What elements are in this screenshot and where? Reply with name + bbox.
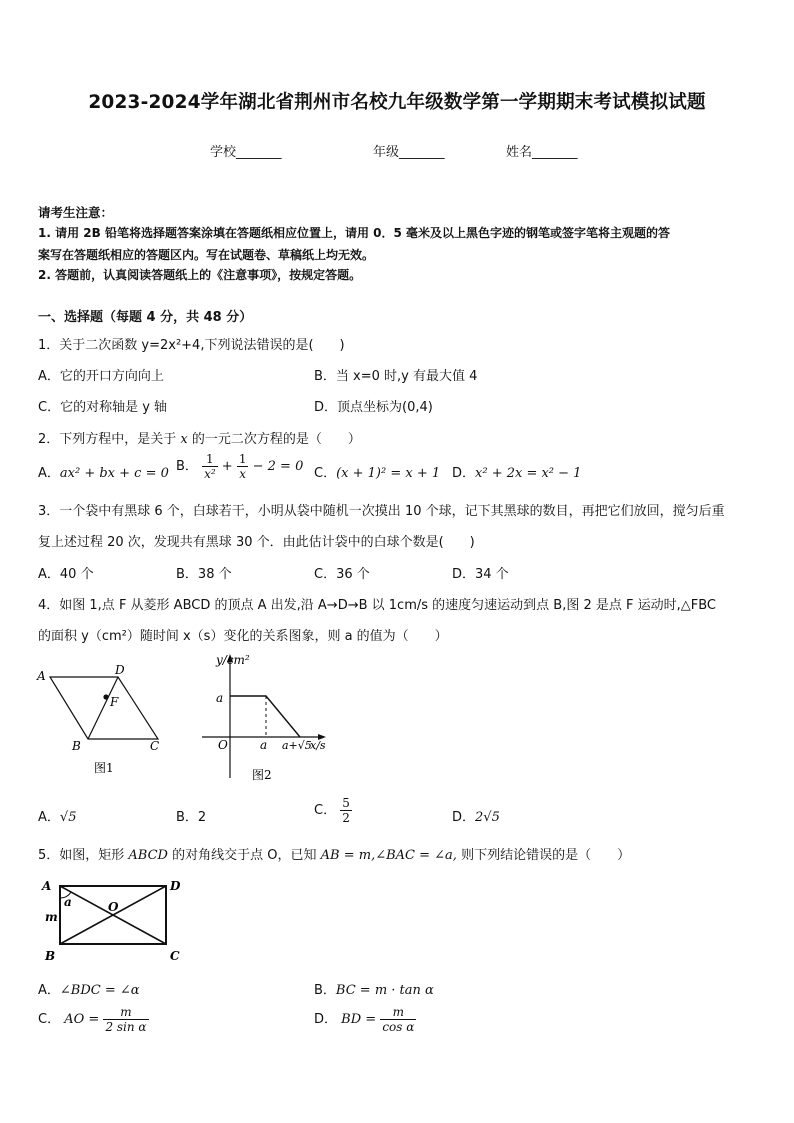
q2-b-frac1: $\frac{1}{\text{x²}}$ <box>204 452 216 481</box>
q5-c-frac: $\frac{m}{\text{2 sin α}}$ <box>105 1005 147 1034</box>
q2-option-b <box>176 452 303 481</box>
notice-item1-line2: 案写在答题纸相应的答题区内。写在试题卷、草稿纸上均无效。 <box>38 248 375 262</box>
q2-a-label: A． <box>38 466 60 481</box>
fig1-label-f: F <box>110 695 119 709</box>
q5-fig-label-d: D <box>170 879 181 893</box>
q3-stem-line2: 复上述过程 20 次，发现共有黑球 30 个．由此估计袋中的白球个数是( ) <box>38 535 475 550</box>
q5-stem <box>38 844 630 863</box>
fig2-x-a-plus-root5: a+√5 <box>282 739 312 752</box>
q5-stem-cond: AB = m,∠BAC = ∠a, <box>320 848 457 863</box>
grade-field: 年级_______ <box>373 145 445 160</box>
fig2-x-a: a <box>260 738 268 752</box>
q2-c-expr: (x + 1)² = x + 1 <box>336 466 441 481</box>
q4-option-b: B．2 <box>176 810 207 825</box>
fig2-caption: 图2 <box>252 768 272 782</box>
q4-option-d <box>452 806 500 825</box>
q2-c-label: C． <box>314 466 337 481</box>
fig1-caption: 图1 <box>94 761 114 775</box>
q4-option-c <box>314 796 352 825</box>
q1-option-d: D．顶点坐标为(0,4) <box>314 400 433 415</box>
q5-c-label: C． <box>38 1012 61 1027</box>
q1-option-a: A．它的开口方向向上 <box>38 369 164 384</box>
q5-option-a <box>38 979 140 998</box>
q2-d-expr: x² + 2x = x² − 1 <box>475 466 582 481</box>
page-title: 2023-2024学年湖北省荆州市名校九年级数学第一学期期末考试模拟试题 <box>88 92 706 113</box>
fig2-label-a: a <box>216 691 224 705</box>
q2-option-a <box>38 462 169 481</box>
fig1-label-d: D <box>115 663 125 677</box>
q5-fig-label-o: O <box>108 900 119 914</box>
q5-stem-b: 的对角线交于点 O，已知 <box>172 848 317 863</box>
q4-stem-line2: 的面积 y（cm²）随时间 x（s）变化的关系图象，则 a 的值为（ ） <box>38 629 448 644</box>
q3-option-c: C．36 个 <box>314 567 370 582</box>
q2-stem-var: x <box>180 432 188 447</box>
q4-c-label: C． <box>314 803 337 818</box>
fig2-xaxis-label: x/s <box>310 739 326 752</box>
q1-option-b: B．当 x=0 时,y 有最大值 4 <box>314 369 478 384</box>
q5-b-label: B． <box>314 983 336 998</box>
section-heading: 一、选择题（每题 4 分，共 48 分） <box>38 310 253 325</box>
q1-option-c: C．它的对称轴是 y 轴 <box>38 400 168 415</box>
notice-item2: 2. 答题前，认真阅读答题纸上的《注意事项》，按规定答题。 <box>38 268 362 282</box>
fig1-label-a: A <box>37 669 46 683</box>
q5-d-frac: $\frac{m}{\text{cos α}}$ <box>382 1005 415 1034</box>
q5-d-label: D． <box>314 1012 338 1027</box>
q3-option-b: B．38 个 <box>176 567 232 582</box>
fig1-label-c: C <box>150 739 160 753</box>
q5-fig-label-c: C <box>170 949 180 963</box>
q2-d-label: D． <box>452 466 476 481</box>
notice-item1-line1: 1. 请用 2B 铅笔将选择题答案涂填在答题纸相应位置上，请用 0．5 毫米及以上黑色字迹的钢笔或签字笔将主观题的答 <box>38 226 670 240</box>
q2-stem-a: 2．下列方程中，是关于 <box>38 432 177 447</box>
q5-stem-c: 则下列结论错误的是（ ） <box>461 848 631 863</box>
q3-option-d: D．34 个 <box>452 567 509 582</box>
fig1-label-b: B <box>72 739 81 753</box>
q2-option-c <box>314 462 440 481</box>
q3-option-a: A．40 个 <box>38 567 94 582</box>
q5-fig-label-m: m <box>45 910 58 924</box>
q5-fig-label-alpha: a <box>64 895 72 909</box>
q4-d-label: D． <box>452 810 476 825</box>
q5-a-expr: ∠BDC = ∠α <box>59 983 140 998</box>
school-field: 学校_______ <box>210 145 282 160</box>
q5-d-lhs: BD = <box>341 1012 377 1027</box>
q4-c-frac: $\frac{5}{2}$ <box>342 796 350 825</box>
q2-option-d <box>452 462 581 481</box>
fig2-yaxis-label: y/cm² <box>216 653 250 667</box>
q5-stem-rect: ABCD <box>128 848 168 863</box>
q4-a-value: √5 <box>59 810 77 825</box>
q2-b-plus: + <box>221 459 233 474</box>
q5-stem-a: 5．如图，矩形 <box>38 848 125 863</box>
q5-c-lhs: AO = <box>64 1012 100 1027</box>
q3-stem-line1: 3．一个袋中有黑球 6 个，白球若干，小明从袋中随机一次摸出 10 个球，记下其黑球的数目，再把它们放回，搅匀后重 <box>38 504 725 519</box>
fig2-origin: O <box>218 738 228 752</box>
q4-stem-line1: 4．如图 1,点 F 从菱形 ABCD 的顶点 A 出发,沿 A→D→B 以 1cm/s 的速度匀速运动到点 B,图 2 是点 F 运动时,△FBC <box>38 598 716 613</box>
q4-figure2-graph <box>196 650 336 785</box>
q5-fig-label-a: A <box>42 879 52 893</box>
q5-b-expr: BC = m · tan α <box>335 983 434 998</box>
q2-b-frac2: $\frac{1}{x}$ <box>238 452 247 481</box>
q2-stem <box>38 428 361 447</box>
q4-figure1-rhombus <box>30 660 170 780</box>
q1-stem: 1．关于二次函数 y=2x²+4,下列说法错误的是( ) <box>38 338 345 353</box>
q5-option-b <box>314 979 434 998</box>
q2-b-rest: − 2 = 0 <box>252 459 304 474</box>
q5-option-d <box>314 1005 416 1034</box>
q2-stem-b: 的一元二次方程的是（ ） <box>191 432 361 447</box>
name-field: 姓名_______ <box>506 145 578 160</box>
q2-a-expr: ax² + bx + c = 0 <box>59 466 169 481</box>
q5-option-c <box>38 1005 149 1034</box>
q4-d-value: 2√5 <box>475 810 500 825</box>
q2-b-label: B． <box>176 459 198 474</box>
notice-heading: 请考生注意： <box>38 205 114 220</box>
q4-option-a <box>38 806 76 825</box>
q4-a-label: A． <box>38 810 60 825</box>
q5-figure-rectangle <box>34 876 194 968</box>
q5-fig-label-b: B <box>45 949 56 963</box>
q5-a-label: A． <box>38 983 60 998</box>
